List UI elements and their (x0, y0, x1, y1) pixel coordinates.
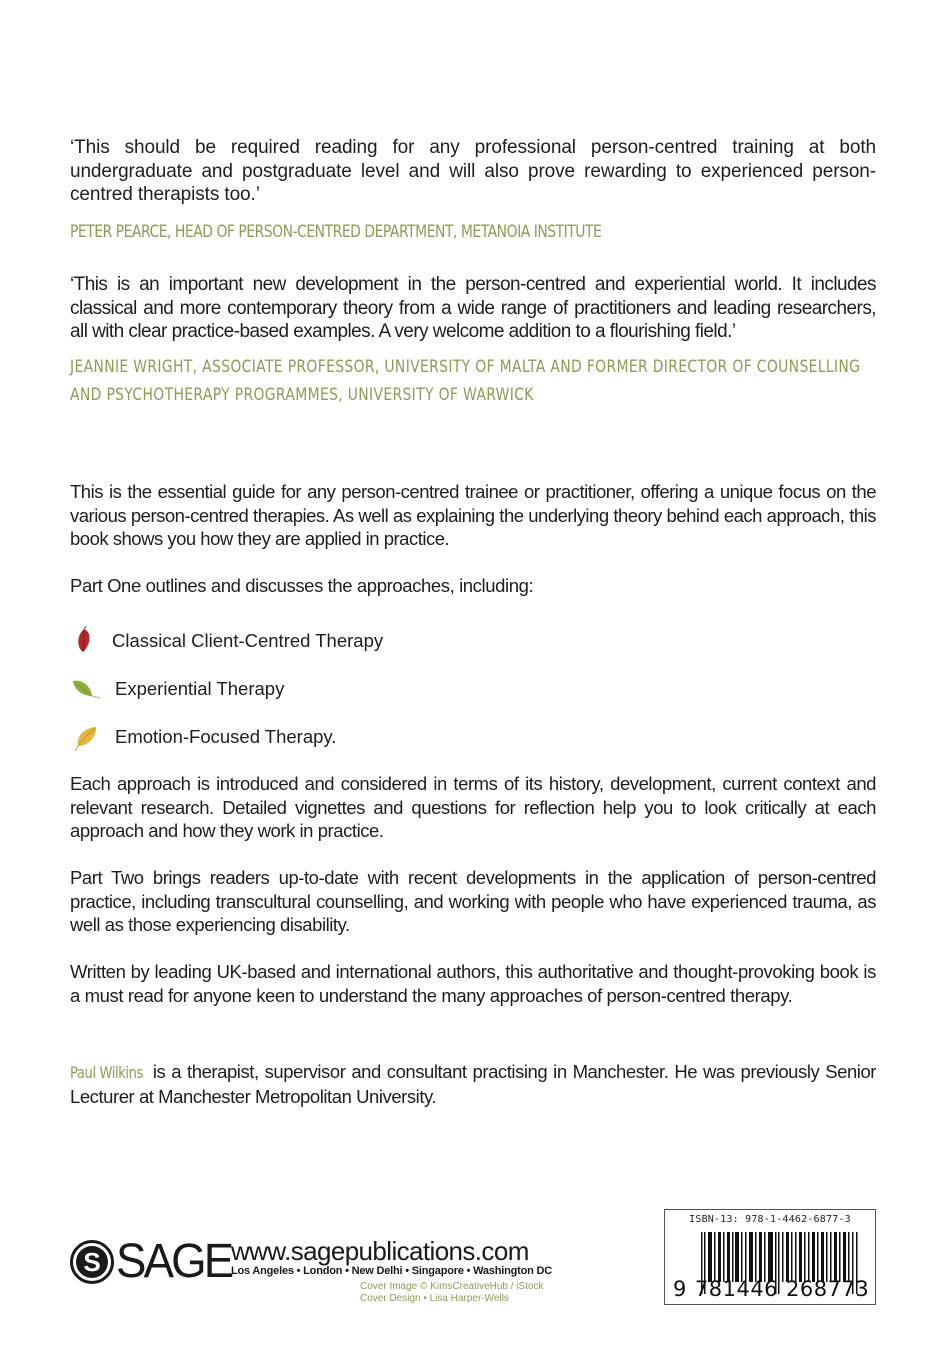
isbn-digits: 9 781446 268773 (673, 1277, 870, 1301)
cover-image-credit: Cover Image © KimsCreativeHub / iStock (360, 1281, 544, 1292)
cover-design-credit: Cover Design • Lisa Harper-Wells (360, 1293, 509, 1304)
publisher-cities: Los Angeles • London • New Delhi • Singapore • Washington DC (231, 1265, 552, 1277)
isbn-label: ISBN-13: 978-1-4462-6877-3 (689, 1214, 851, 1225)
approach-detail: Each approach is introduced and considered in terms of its history, development, current context and relevant research. Detailed vignettes and questions for reflection help you to look critically at each approach and how they work in practice. (70, 773, 876, 841)
endorsement-2 (70, 273, 876, 409)
approach-label: Classical Client-Centred Therapy (112, 630, 384, 651)
approach-label: Experiential Therapy (115, 678, 285, 699)
author-bio (70, 1060, 876, 1108)
isbn-barcode-box (664, 1209, 876, 1305)
yellow-leaf-icon (70, 722, 100, 752)
approach-label: Emotion-Focused Therapy. (115, 726, 337, 747)
approach-item (70, 722, 336, 752)
cover-credits (360, 1281, 544, 1305)
approach-item (70, 626, 383, 656)
publisher-url[interactable]: www.sagepublications.com (231, 1236, 529, 1266)
description-intro: This is the essential guide for any person-centred trainee or practitioner, offering a unique focus on the various person-centred therapies. As well as explaining the underlying theory behind each approach, this book shows you how they are applied in practice. (70, 481, 876, 549)
sage-wordmark: SAGE (116, 1235, 232, 1288)
endorsement-quote: ‘This is an important new development in the person-centred and experiential world. It includes classical and more contemporary theory from a wide range of practitioners and leading researchers, all with clear practice-based examples. A very welcome addition to a flourishing field.’ (70, 274, 876, 342)
closing-paragraph: Written by leading UK-based and international authors, this authoritative and thought-provoking book is a must read for anyone keen to understand the many approaches of person-centred therapy. (70, 961, 876, 1006)
endorsement-quote: ‘This should be required reading for any professional person-centred training at both undergraduate and postgraduate level and will also prove rewarding to experienced person-centred therapists too.’ (70, 137, 876, 205)
part-one-lead: Part One outlines and discusses the approaches, including: (70, 575, 534, 596)
green-leaf-icon (70, 674, 100, 704)
part-two: Part Two brings readers up-to-date with recent developments in the application of person-centred practice, including transcultural counselling, and working with people who have experienced trauma, as well as those experiencing disability. (70, 867, 876, 935)
red-leaf-icon (70, 626, 100, 656)
sage-logo (70, 1235, 237, 1288)
endorsement-1 (70, 136, 876, 246)
approach-item (70, 674, 284, 704)
endorsement-attribution: JEANNIE WRIGHT, ASSOCIATE PROFESSOR, UNIVERSITY OF MALTA AND FORMER DIRECTOR OF COUNSELLING AND PSYCHOTHERAPY PROGRAMMES, UNIVERSITY OF WARWICK (70, 356, 861, 405)
sage-logo-mark: S (70, 1240, 114, 1284)
author-name: Paul Wilkins (70, 1063, 143, 1082)
author-bio-text: is a therapist, supervisor and consultant practising in Manchester. He was previously Senior Lecturer at Manchester Metropolitan University. (70, 1061, 876, 1107)
endorsement-attribution: PETER PEARCE, HEAD OF PERSON-CENTRED DEPARTMENT, METANOIA INSTITUTE (70, 221, 602, 242)
